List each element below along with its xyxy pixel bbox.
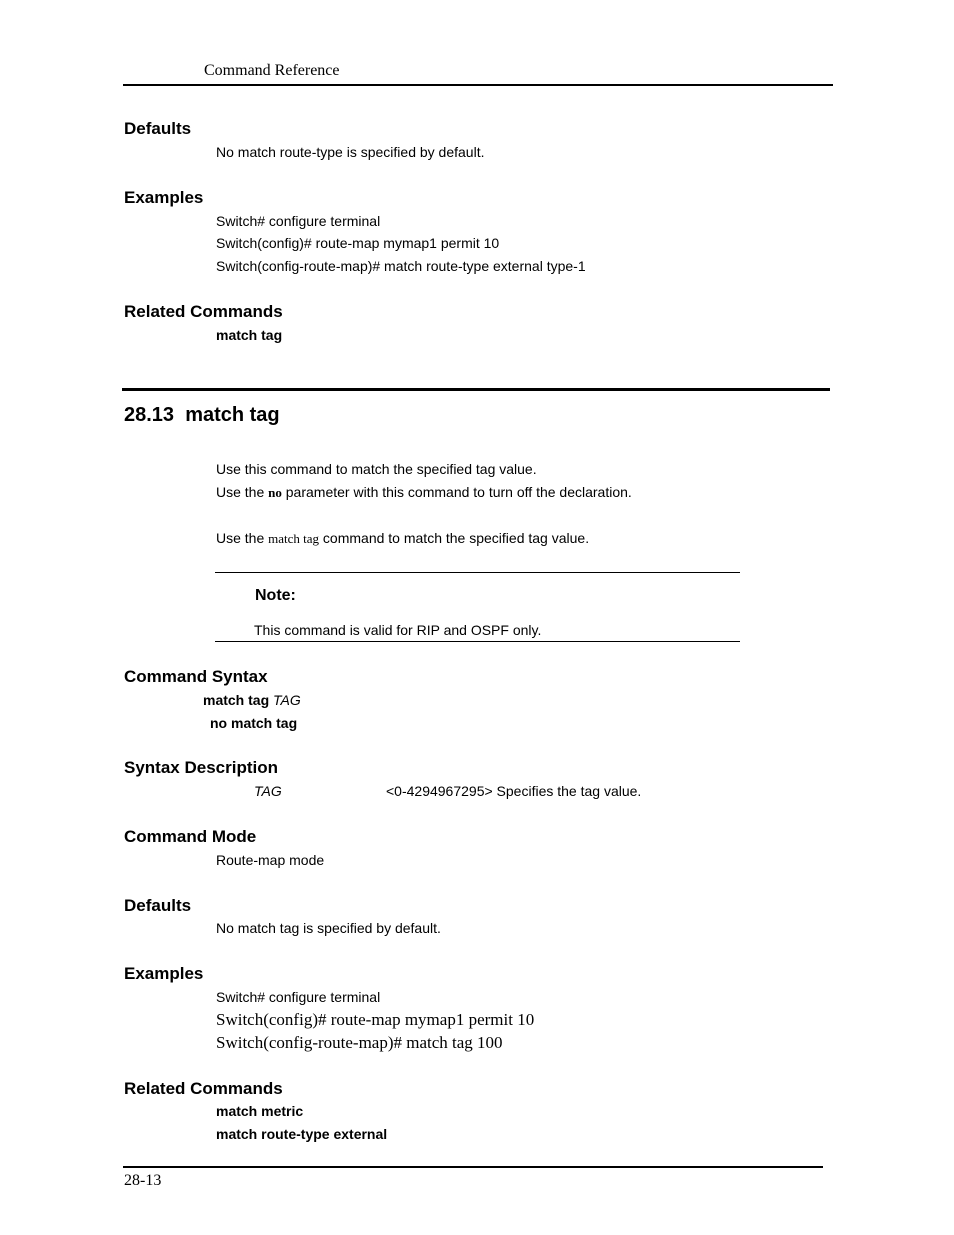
section-title (124, 404, 280, 427)
section-number: 28.13 (124, 404, 175, 426)
syntax-line: match tag TAG (203, 692, 301, 708)
intro-line: Use this command to match the specified tag value. (216, 461, 537, 477)
example-line: Switch(config)# route-map mymap1 permit 10 (216, 235, 500, 251)
related-commands-heading: Related Commands (124, 1079, 283, 1098)
example-line: Switch(config-route-map)# match tag 100 (216, 1033, 503, 1052)
intro-line: Use the no parameter with this command to turn off the declaration. (216, 484, 632, 500)
example-line: Switch# configure terminal (216, 213, 381, 229)
example-line: Switch(config)# route-map mymap1 permit 10 (216, 1010, 535, 1029)
note-bottom-rule (215, 641, 740, 642)
defaults-text: No match route-type is specified by default. (216, 144, 485, 160)
intro-line: Use the match tag command to match the specified tag value. (216, 530, 590, 546)
examples-heading: Examples (124, 964, 204, 983)
related-command-link[interactable]: match metric (216, 1103, 304, 1119)
running-header: Command Reference (204, 62, 340, 79)
param-name: TAG (254, 783, 282, 799)
defaults-heading: Defaults (124, 119, 192, 138)
section-rule (122, 388, 830, 391)
related-command-link[interactable]: match route-type external (216, 1126, 388, 1142)
page-number: 28-13 (124, 1172, 162, 1189)
param-description: <0-4294967295> Specifies the tag value. (386, 783, 642, 799)
match-tag-keyword: match tag (268, 531, 320, 546)
examples-heading: Examples (124, 188, 204, 207)
related-commands-heading: Related Commands (124, 302, 283, 321)
command-mode-heading: Command Mode (124, 827, 257, 846)
tag-param: TAG (273, 692, 301, 708)
example-line: Switch# configure terminal (216, 989, 381, 1005)
note-text: This command is valid for RIP and OSPF only. (254, 622, 542, 638)
footer-rule (123, 1166, 823, 1168)
defaults-text: No match tag is specified by default. (216, 920, 441, 936)
example-line: Switch(config-route-map)# match route-type external type-1 (216, 258, 586, 274)
note-label: Note: (255, 587, 296, 604)
no-keyword: no (268, 485, 282, 500)
syntax-line: no match tag (210, 715, 298, 731)
section-name: match tag (185, 404, 280, 426)
command-syntax-heading: Command Syntax (124, 667, 268, 686)
defaults-heading: Defaults (124, 896, 192, 915)
command-mode-text: Route-map mode (216, 852, 325, 868)
syntax-description-heading: Syntax Description (124, 758, 278, 777)
note-top-rule (215, 572, 740, 573)
header-rule (123, 84, 833, 86)
related-command-link[interactable]: match tag (216, 327, 283, 343)
